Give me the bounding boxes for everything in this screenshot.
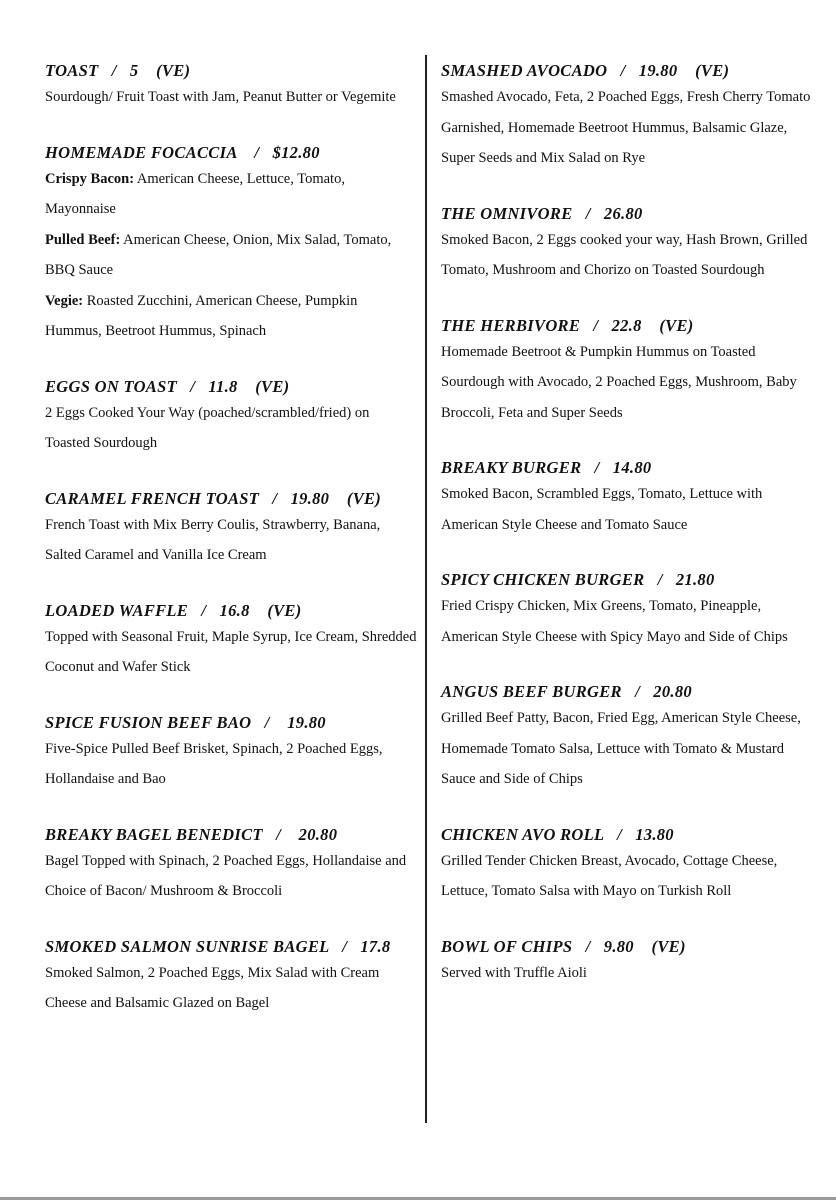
item-description: Smashed Avocado, Feta, 2 Poached Eggs, Fresh Cherry Tomato Garnished, Homemade Beetroot Hummus, Balsamic Glaze, Super Seeds and Mix Salad on Rye — [441, 89, 811, 166]
item-title: SPICE FUSION BEEF BAO / 19.80 — [45, 712, 326, 732]
item-description: French Toast with Mix Berry Coulis, Strawberry, Banana, Salted Caramel and Vanilla Ice Cream — [45, 516, 381, 563]
item-description: Homemade Beetroot & Pumpkin Hummus on Toasted Sourdough with Avocado, 2 Poached Eggs, Mushroom, Baby Broccoli, Feta and Super Seeds — [441, 343, 797, 421]
item-description: Fried Crispy Chicken, Mix Greens, Tomato, Pineapple, American Style Cheese with Spicy Mayo and Side of Chips — [441, 598, 788, 645]
menu-item-salmon-bagel — [45, 936, 417, 1019]
item-title: LOADED WAFFLE / 16.8 (VE) — [45, 600, 302, 620]
item-title: SMOKED SALMON SUNRISE BAGEL / 17.8 — [45, 936, 391, 956]
item-title: SMASHED AVOCADO / 19.80 (VE) — [441, 61, 730, 80]
menu-column-left — [45, 60, 417, 1048]
option-text: Roasted Zucchini, American Cheese, Pumpkin Hummus, Beetroot Hummus, Spinach — [45, 292, 358, 339]
option-label: Crispy Bacon: — [45, 170, 135, 187]
menu-item-chicken-avo-roll — [441, 824, 819, 907]
item-description: Served with Truffle Aioli — [441, 964, 587, 981]
menu-column-right — [441, 60, 819, 1017]
item-title: EGGS ON TOAST / 11.8 (VE) — [45, 376, 290, 396]
item-title: THE OMNIVORE / 26.80 — [441, 203, 643, 223]
menu-item-bowl-of-chips — [441, 936, 819, 989]
menu-item-breaky-burger — [441, 457, 819, 540]
item-title: HOMEMADE FOCACCIA / $12.80 — [45, 142, 320, 162]
menu-item-loaded-waffle — [45, 600, 417, 683]
menu-item-omnivore — [441, 203, 819, 286]
item-title: TOAST / 5 (VE) — [45, 61, 191, 80]
item-title: BOWL OF CHIPS / 9.80 (VE) — [441, 936, 686, 956]
item-description: Bagel Topped with Spinach, 2 Poached Eggs, Hollandaise and Choice of Bacon/ Mushroom & Broccoli — [45, 852, 407, 899]
item-description: 2 Eggs Cooked Your Way (poached/scrambled/fried) on Toasted Sourdough — [45, 404, 370, 451]
item-description: Smoked Bacon, Scrambled Eggs, Tomato, Lettuce with American Style Cheese and Tomato Sauce — [441, 486, 763, 533]
menu-item-bagel-benedict — [45, 824, 417, 907]
item-description: Grilled Tender Chicken Breast, Avocado, Cottage Cheese, Lettuce, Tomato Salsa with Mayo on Turkish Roll — [441, 852, 778, 899]
item-description: Five-Spice Pulled Beef Brisket, Spinach, 2 Poached Eggs, Hollandaise and Bao — [45, 740, 383, 787]
item-description: Topped with Seasonal Fruit, Maple Syrup, Ice Cream, Shredded Coconut and Wafer Stick — [45, 628, 417, 675]
menu-item-spicy-chicken-burger — [441, 569, 819, 652]
item-title: CARAMEL FRENCH TOAST / 19.80 (VE) — [45, 488, 382, 508]
menu-item-herbivore — [441, 315, 819, 429]
item-description: Grilled Beef Patty, Bacon, Fried Egg, American Style Cheese, Homemade Tomato Salsa, Lettuce with Tomato & Mustard Sauce and Side of Chips — [441, 710, 801, 787]
item-description: Sourdough/ Fruit Toast with Jam, Peanut Butter or Vegemite — [45, 89, 396, 105]
option-text: American Cheese, Onion, Mix Salad, Tomato, BBQ Sauce — [45, 231, 392, 278]
menu-item-beef-bao — [45, 712, 417, 795]
option-label: Pulled Beef: — [45, 231, 121, 248]
menu-item-focaccia — [45, 142, 417, 347]
menu-item-eggs-on-toast — [45, 376, 417, 459]
item-title: THE HERBIVORE / 22.8 (VE) — [441, 315, 694, 335]
focaccia-option-bacon — [45, 164, 417, 225]
menu-item-toast — [45, 60, 417, 113]
item-title: CHICKEN AVO ROLL / 13.80 — [441, 824, 674, 844]
focaccia-option-beef — [45, 225, 417, 286]
column-divider — [425, 55, 427, 1123]
item-title: SPICY CHICKEN BURGER / 21.80 — [441, 570, 715, 589]
item-title: ANGUS BEEF BURGER / 20.80 — [441, 682, 692, 701]
option-label: Vegie: — [45, 292, 84, 309]
option-text: American Cheese, Lettuce, Tomato, Mayonnaise — [45, 170, 345, 217]
item-description: Smoked Bacon, 2 Eggs cooked your way, Hash Brown, Grilled Tomato, Mushroom and Chorizo on Toasted Sourdough — [441, 231, 808, 278]
focaccia-option-vegie — [45, 286, 417, 347]
item-title: BREAKY BURGER / 14.80 — [441, 458, 652, 477]
item-description: Smoked Salmon, 2 Poached Eggs, Mix Salad with Cream Cheese and Balsamic Glazed on Bagel — [45, 964, 380, 1011]
item-title: BREAKY BAGEL BENEDICT / 20.80 — [45, 824, 338, 844]
menu-item-angus-burger — [441, 681, 819, 795]
menu-item-smashed-avocado — [441, 60, 819, 174]
menu-item-french-toast — [45, 488, 417, 571]
